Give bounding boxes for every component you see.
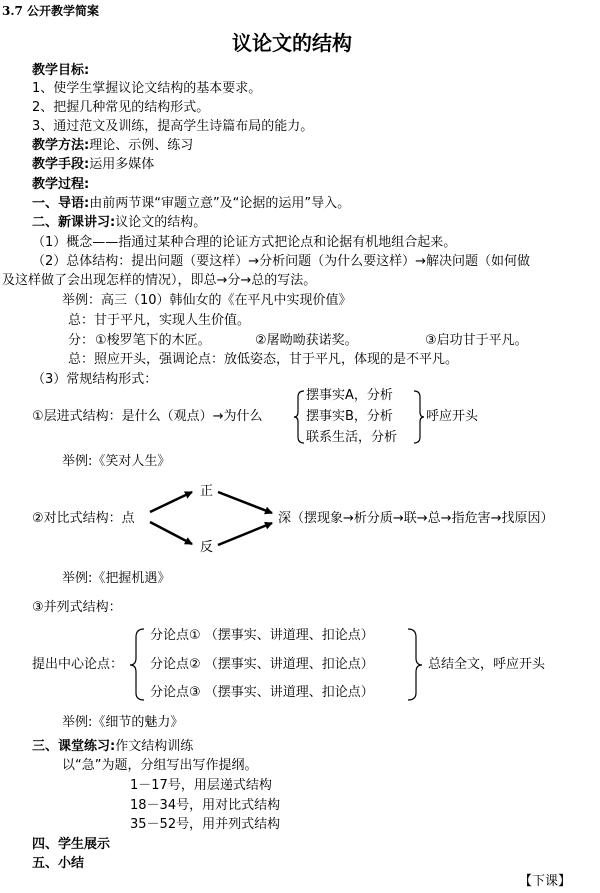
contrast-arrow-up (150, 492, 192, 512)
right-brace (414, 391, 424, 443)
progressive-item: 摆事实B，分析 (306, 409, 393, 424)
progressive-item: 摆事实A，分析 (306, 388, 393, 403)
part-item: ③启功甘于平凡。 (425, 333, 528, 348)
summary-heading: 五、小结 (32, 856, 85, 871)
parallel-end: 总结全文，呼应开头 (428, 657, 546, 672)
practice-group: 18－34号，用对比式结构 (130, 798, 281, 813)
progressive-lead: ①层进式结构：是什么（观点）→为什么 (32, 409, 263, 424)
goals-heading: 教学目标: (32, 63, 90, 78)
part-item: ②屠呦呦获诺奖。 (255, 333, 358, 348)
parallel-item: 分论点③ （摆事实、讲道理、扣论点） (150, 685, 374, 700)
right-brace (408, 629, 422, 700)
lesson-text: 议论文的结构。 (115, 215, 207, 230)
overall-structure-paragraph: （2）总体结构：提出问题（要这样）→分析问题（为什么要这样）→解决问题（如何做 (32, 254, 531, 269)
page-title: 议论文的结构 (232, 31, 352, 55)
parallel-heading: ③并列式结构： (32, 600, 122, 615)
lesson-heading: 二、新课讲习: (32, 215, 116, 230)
practice-group: 35－52号，用并列式结构 (130, 817, 281, 832)
left-brace (294, 391, 304, 443)
parallel-item: 分论点② （摆事实、讲道理、扣论点） (150, 657, 374, 672)
parallel-lead: 提出中心论点： (32, 657, 124, 672)
progressive-end: 呼应开头 (426, 409, 479, 424)
parts-label: 分： (68, 333, 95, 348)
concept-paragraph: （1）概念——指通过某种合理的论证方式把论点和论据有机地组合起来。 (32, 235, 457, 250)
contrast-end: 深（摆现象→析分质→联→总→指危害→找原因） (278, 511, 554, 526)
practice-heading: 三、课堂练习: (32, 739, 116, 754)
contrast-arrow-down (150, 522, 192, 544)
overall-structure-continued: 及这样做了会出现怎样的情况），即总→分→总的写法。 (2, 273, 317, 288)
practice-topic: 以“急”为题，分组写出写作提纲。 (62, 758, 258, 773)
parallel-item: 分论点① （摆事实、讲道理、扣论点） (150, 628, 374, 643)
methods-heading: 教学方法: (32, 138, 90, 153)
total-line: 总：照应开头，强调论点：放低姿态，甘于平凡，体现的是不平凡。 (68, 352, 459, 367)
practice-group: 1－17号，用层递式结构 (130, 778, 272, 793)
section-header: 3.7 公开教学简案 (2, 4, 100, 18)
show-heading: 四、学生展示 (32, 837, 111, 852)
example-line: 举例:《细节的魅力》 (62, 715, 184, 730)
example-line: 举例：高三（10）韩仙女的《在平凡中实现价值》 (62, 293, 352, 308)
intro-heading: 一、导语: (32, 196, 90, 211)
practice-text: 作文结构训练 (115, 739, 194, 754)
means-text: 运用多媒体 (89, 157, 155, 172)
process-heading: 教学过程: (32, 177, 90, 192)
contrast-negative: 反 (200, 540, 214, 555)
part-item: ①梭罗笔下的木匠。 (95, 333, 211, 348)
contrast-lead: ②对比式结构：点 (32, 511, 135, 526)
goal-item: 1、使学生掌握议论文结构的基本要求。 (32, 81, 262, 96)
intro-text: 由前两节课“审题立意”及“论据的运用”导入。 (89, 196, 351, 211)
contrast-arrow-pos-right (218, 492, 272, 513)
left-brace (130, 629, 144, 700)
example-line: 举例:《笑对人生》 (62, 454, 171, 469)
progressive-item: 联系生活，分析 (306, 430, 398, 445)
methods-text: 理论、示例、练习 (89, 138, 194, 153)
structure-forms-heading: （3）常规结构形式： (32, 372, 158, 387)
total-line: 总：甘于平凡，实现人生价值。 (68, 313, 251, 328)
example-line: 举例:《把握机遇》 (62, 571, 171, 586)
goal-item: 2、把握几种常见的结构形式。 (32, 100, 210, 115)
contrast-arrow-neg-right (218, 523, 272, 545)
means-heading: 教学手段: (32, 157, 90, 172)
contrast-positive: 正 (200, 484, 214, 499)
goal-item: 3、通过范文及训练，提高学生诗篇布局的能力。 (32, 119, 314, 134)
end-class-label: 【下课】 (519, 874, 572, 889)
